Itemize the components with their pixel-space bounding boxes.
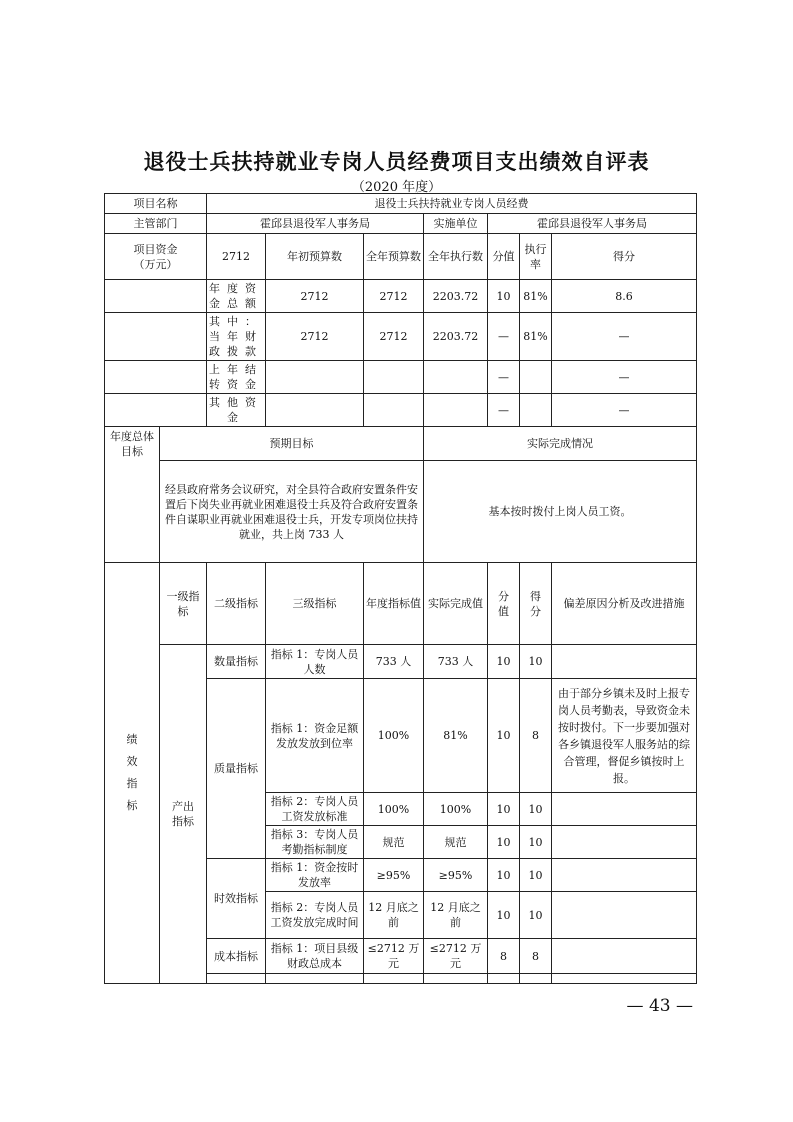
actual-value: 733 人 <box>424 645 488 679</box>
score-value: 10 <box>488 679 520 793</box>
fund-rate <box>520 394 552 427</box>
fund-row <box>105 280 697 313</box>
header-initial-budget: 年初预算数 <box>266 234 364 280</box>
page-title: 退役士兵扶持就业专岗人员经费项目支出绩效自评表 <box>143 150 650 174</box>
fund-exec: 2203.72 <box>424 280 488 313</box>
header-actual: 实际完成值 <box>424 563 488 645</box>
fund-rate: 81% <box>520 313 552 361</box>
deviation-analysis: 由于部分乡镇未及时上报专岗人员考勤表，导致资金未按时拨付。下一步要加强对各乡镇退役军人服务站的综合管理，督促乡镇按时上报。 <box>552 679 697 793</box>
page-number: — 43 — <box>626 996 693 1016</box>
score-value: 10 <box>488 892 520 939</box>
score: 10 <box>520 793 552 826</box>
fund-value: — <box>488 313 520 361</box>
fund-score: 8.6 <box>552 280 697 313</box>
level3-name: 指标 3：专岗人员考勤指标制度 <box>266 826 364 859</box>
unit: 霍邱县退役军人事务局 <box>488 214 697 234</box>
actual-value: 100% <box>424 793 488 826</box>
evaluation-table <box>104 193 697 984</box>
score: 10 <box>520 892 552 939</box>
level2-timeliness: 时效指标 <box>207 859 266 939</box>
level3-name: 指标 1：专岗人员人数 <box>266 645 364 679</box>
level1-output: 产出指标 <box>160 645 207 984</box>
header-level2: 二级指标 <box>207 563 266 645</box>
score: 10 <box>520 826 552 859</box>
header-level3: 三级指标 <box>266 563 364 645</box>
annual-value: 100% <box>364 679 424 793</box>
header-annual: 年度指标值 <box>364 563 424 645</box>
fund-row <box>105 313 697 361</box>
fund-row-label: 其中：当年财政拨款 <box>207 313 266 361</box>
header-score-value: 分值 <box>488 234 520 280</box>
fund-exec <box>424 361 488 394</box>
actual-value: ≥95% <box>424 859 488 892</box>
fund-initial <box>266 394 364 427</box>
actual-value: 12 月底之前 <box>424 892 488 939</box>
fund-score: — <box>552 394 697 427</box>
score-value: 10 <box>488 793 520 826</box>
score: 8 <box>520 939 552 974</box>
fund-exec: 2203.72 <box>424 313 488 361</box>
level2-cost: 成本指标 <box>207 939 266 974</box>
fund-exec <box>424 394 488 427</box>
header-value: 分值 <box>488 563 520 645</box>
actual-value: ≤2712 万元 <box>424 939 488 974</box>
project-name-label: 项目名称 <box>105 194 207 214</box>
annual-value: 100% <box>364 793 424 826</box>
fund-row-label: 其他资金 <box>207 394 266 427</box>
indicator-row <box>105 645 697 679</box>
score: 8 <box>520 679 552 793</box>
fund-row <box>105 361 697 394</box>
funds-label: 项目资金 （万元） <box>105 234 207 280</box>
level2-quality: 质量指标 <box>207 679 266 859</box>
fund-value: — <box>488 361 520 394</box>
level3-name: 指标 1：资金按时发放率 <box>266 859 364 892</box>
header-score: 得分 <box>520 563 552 645</box>
header-exec-rate: 执行率 <box>520 234 552 280</box>
annual-value: 12 月底之前 <box>364 892 424 939</box>
fund-full: 2712 <box>364 313 424 361</box>
fund-initial: 2712 <box>266 313 364 361</box>
annual-value: 规范 <box>364 826 424 859</box>
annual-value: ≤2712 万元 <box>364 939 424 974</box>
project-name: 退役士兵扶持就业专岗人员经费 <box>207 194 697 214</box>
level3-name: 指标 2：专岗人员工资发放完成时间 <box>266 892 364 939</box>
unit-label: 实施单位 <box>424 214 488 234</box>
fund-value: 10 <box>488 280 520 313</box>
level2-quantity: 数量指标 <box>207 645 266 679</box>
score-value: 10 <box>488 859 520 892</box>
fund-rate: 81% <box>520 280 552 313</box>
fund-score: — <box>552 361 697 394</box>
page-subtitle: （2020 年度） <box>351 180 442 195</box>
header-level1: 一级指标 <box>160 563 207 645</box>
header-full-budget: 全年预算数 <box>364 234 424 280</box>
funds-total: 2712 <box>207 234 266 280</box>
fund-value: — <box>488 394 520 427</box>
header-full-exec: 全年执行数 <box>424 234 488 280</box>
fund-row <box>105 394 697 427</box>
level3-name: 指标 2：专岗人员工资发放标准 <box>266 793 364 826</box>
score: 10 <box>520 859 552 892</box>
score-value: 10 <box>488 826 520 859</box>
fund-full <box>364 361 424 394</box>
fund-rate <box>520 361 552 394</box>
fund-initial <box>266 361 364 394</box>
score: 10 <box>520 645 552 679</box>
annual-value: 733 人 <box>364 645 424 679</box>
level3-name: 指标 1：资金足额发放发放到位率 <box>266 679 364 793</box>
actual-value: 81% <box>424 679 488 793</box>
dept-label: 主管部门 <box>105 214 207 234</box>
level3-name: 指标 1：项目县级财政总成本 <box>266 939 364 974</box>
goal-expected-header: 预期目标 <box>160 427 424 461</box>
goal-label: 年度总体目标 <box>105 427 160 563</box>
header-analysis: 偏差原因分析及改进措施 <box>552 563 697 645</box>
goal-actual-header: 实际完成情况 <box>424 427 697 461</box>
fund-row-label: 上年结转资金 <box>207 361 266 394</box>
annual-value: ≥95% <box>364 859 424 892</box>
dept: 霍邱县退役军人事务局 <box>207 214 424 234</box>
score-value: 10 <box>488 645 520 679</box>
fund-full: 2712 <box>364 280 424 313</box>
actual-value: 规范 <box>424 826 488 859</box>
fund-score: — <box>552 313 697 361</box>
fund-initial: 2712 <box>266 280 364 313</box>
score-value: 8 <box>488 939 520 974</box>
fund-full <box>364 394 424 427</box>
header-score: 得分 <box>552 234 697 280</box>
goal-actual: 基本按时拨付上岗人员工资。 <box>424 461 697 563</box>
fund-row-label: 年度资金总额 <box>207 280 266 313</box>
indicators-section-label: 绩效指标 <box>105 563 160 984</box>
goal-expected: 经县政府常务会议研究，对全县符合政府安置条件安置后下岗失业再就业困难退役士兵及符合政府安置条件自谋职业再就业困难退役士兵，开发专项岗位扶持就业，共上岗 733 人 <box>160 461 424 563</box>
